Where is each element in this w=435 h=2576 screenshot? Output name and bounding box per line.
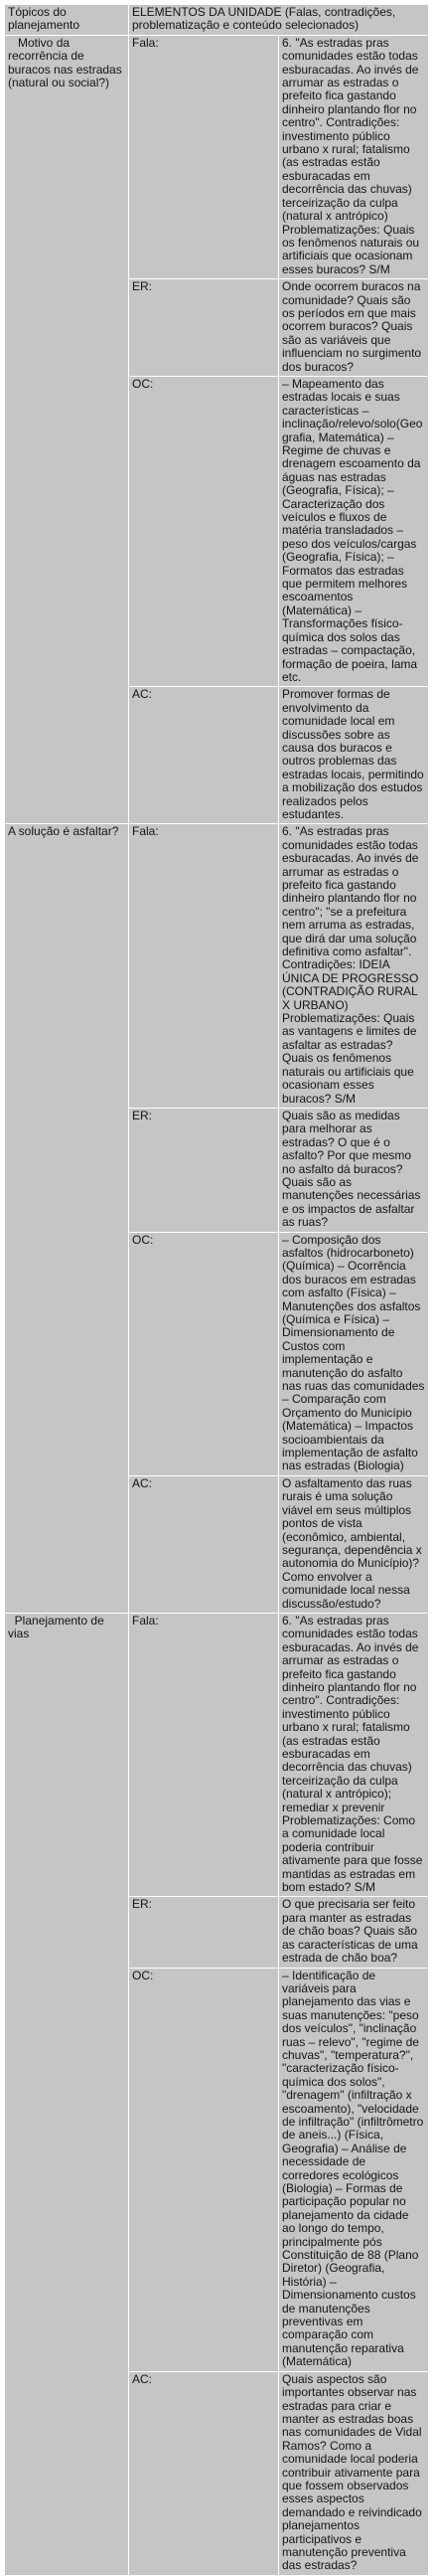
entry-code: ER: xyxy=(129,1108,279,1232)
topic-name: Planejamento de vias xyxy=(8,1613,108,1641)
entry-text: – Mapeamento das estradas locais e suas características – inclinação/relevo/solo(Geografia, Matemática) – Regime de chuvas e drenagem escoamento da águas nas estradas (Geografia, Física); – Caracterização dos veículos e fluxos de matéria transladados – peso dos veículos/cargas (Geografia, Física); – Formatos das estradas que permitem melhores escoamentos (Matemática) – Transformações físico-química dos solos das estradas – compactação, formação de poeira, lama etc. xyxy=(279,376,429,686)
entry-text: 6. "As estradas pras comunidades estão todas esburacadas. Ao invés de arrumar as estradas o prefeito fica gastando dinheiro plantando flor no centro"; "se a prefeitura nem arruma as estradas, que dirá dar uma solução definitiva como asfaltar". Contradições: IDEIA ÚNICA DE PROGRESSO (CONTRADIÇÃO RURAL X URBANO) Problematizações: Quais as vantagens e limites de asfaltar as estradas? Quais os fenômenos naturais ou artificiais que ocasionam esses buracos? S/M xyxy=(279,824,429,1109)
entry-code: Fala: xyxy=(129,35,279,278)
topic-name: A solução é asfaltar? xyxy=(8,824,119,839)
topic-cell xyxy=(5,1613,129,2575)
entry-code: Fala: xyxy=(129,824,279,1109)
entry-code: ER: xyxy=(129,1897,279,1968)
table-row xyxy=(5,824,429,1109)
entry-code: AC: xyxy=(129,1475,279,1613)
entry-code: Fala: xyxy=(129,1613,279,1897)
entry-code: AC: xyxy=(129,687,279,824)
entry-text: – Identificação de variáveis para planejamento das vias e suas manutenções: "peso dos veículos", "inclinação ruas – relevo", "regime de chuvas", "temperatura?", "caracterização físico-química dos solos", "drenagem" (infiltração x escoamento), "velocidade de infiltração" (infiltrômetro de aneis...) (Física, Geografia) – Análise de necessidade de corredores ecológicos (Biologia) – Formas de participação popular no planejamento da cidade ao longo do tempo, principalmente pós Constituição de 88 (Plano Diretor) (Geografia, História) – Dimensionamento custos de manutenções preventivas em comparação com manutenção reparativa (Matemática) xyxy=(279,1968,429,2371)
table-row xyxy=(5,35,429,278)
entry-text: 6. "As estradas pras comunidades estão todas esburacadas. Ao invés de arrumar as estradas o prefeito fica gastando dinheiro plantando flor no centro". Contradições: investimento público urbano x rural; fatalismo (as estradas estão esburacadas em decorrência das chuvas) terceirização da culpa (natural x antrópico); remediar x prevenir Problematizações: Como a comunidade local poderia contribuir ativamente para que fosse mantidas as estradas em bom estado? S/M xyxy=(279,1613,429,1897)
table-row xyxy=(5,1613,429,1897)
topic-name: Motivo da recorrência de buracos nas estradas (natural ou social?) xyxy=(8,35,129,90)
entry-text: – Composição dos asfaltos (hidrocarboneto) (Química) – Ocorrência dos buracos em estradas com asfalto (Física) – Manutenções dos asfaltos (Química e Física) – Dimensionamento de Custos com implementação e manutenção do asfalto nas ruas das comunidades – Comparação com Orçamento do Município (Matemática) – Impactos socioambientais da implementação de asfalto nas estradas (Biologia) xyxy=(279,1232,429,1475)
entry-code: ER: xyxy=(129,279,279,377)
entry-text: Quais são as medidas para melhorar as estradas? O que é o asfalto? Por que mesmo no asfalto dá buracos? Quais são as manutenções necessárias e os impactos de asfaltar as ruas? xyxy=(279,1108,429,1232)
header-row xyxy=(5,5,429,36)
entry-text: O que precisaria ser feito para manter as estradas de chão boas? Quais são as características de uma estrada de chão boa? xyxy=(279,1897,429,1968)
entry-text: 6. "As estradas pras comunidades estão todas esburacadas. Ao invés de arrumar as estradas o prefeito fica gastando dinheiro plantando flor no centro". Contradições: investimento público urbano x rural; fatalismo (as estradas estão esburacadas em decorrência das chuvas) terceirização da culpa (natural x antrópico) Problematizações: Quais os fenômenos naturais ou artificiais que ocasionam esses buracos? S/M xyxy=(279,35,429,278)
entry-text: O asfaltamento das ruas rurais é uma solução viável em seus múltiplos pontos de vista (econômico, ambiental, segurança, dependência x autonomia do Município)? Como envolver a comunidade local nessa discussão/estudo? xyxy=(279,1475,429,1613)
topic-cell xyxy=(5,35,129,824)
entry-code: OC: xyxy=(129,1232,279,1475)
planning-table xyxy=(4,4,429,2576)
entry-text: Quais aspectos são importantes observar nas estradas para criar e manter as estradas boas nas comunidades de Vidal Ramos? Como a comunidade local poderia contribuir ativamente para que fossem observados esses aspectos demandado e reivindicado planejamentos participativos e manutenção preventiva das estradas? xyxy=(279,2371,429,2575)
planning-table-body xyxy=(5,5,429,2576)
header-elements-cell: ELEMENTOS DA UNIDADE (Falas, contradições, problematização e conteúdo selecionados) xyxy=(129,5,429,36)
topic-cell xyxy=(5,824,129,1614)
header-topics-cell: Tópicos do planejamento xyxy=(5,5,129,36)
entry-text: Promover formas de envolvimento da comunidade local em discussões sobre as causa dos buracos e outros problemas das estradas locais, permitindo a mobilização dos estudos realizados pelos estudantes. xyxy=(279,687,429,824)
entry-code: OC: xyxy=(129,1968,279,2371)
entry-code: OC: xyxy=(129,376,279,686)
entry-code: AC: xyxy=(129,2371,279,2575)
entry-text: Onde ocorrem buracos na comunidade? Quais são os períodos em que mais ocorrem buracos? Quais são as variáveis que influenciam no surgimento dos buracos? xyxy=(279,279,429,377)
